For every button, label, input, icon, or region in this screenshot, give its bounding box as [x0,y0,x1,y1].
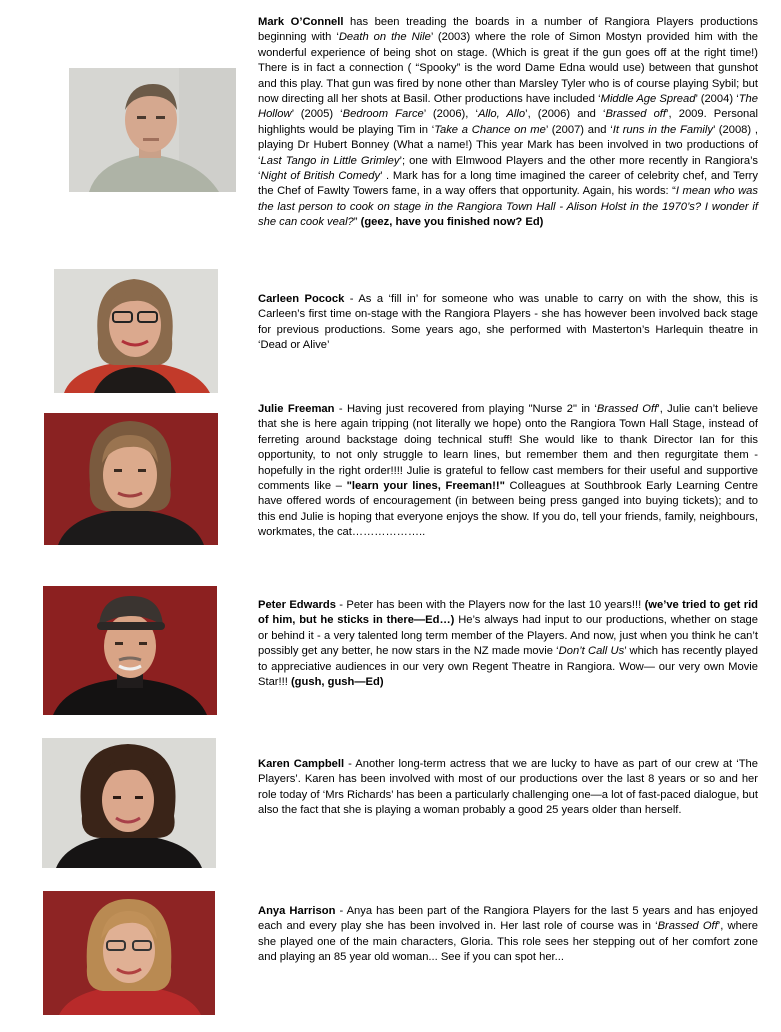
bio-text-segment: It runs in the Family [612,123,713,136]
bio-text-segment: The Hollow [258,93,758,121]
bio-text-segment: ’ (2006), ‘ [423,108,478,121]
bio-text-segment: ’, 2009. Personal highlights would be playing Tim in ‘ [258,108,758,136]
bio-text-segment: - Having just recovered from playing "Nurse 2" in ‘ [334,403,597,415]
bio-text-segment: - As a ‘fill in’ for someone who was unable to carry on with the show, this is Carleen’s first time on-stage with the Rangiora Players - she has however been involved back stage for previous productions. Some years ago, she performed with Masterton’s Harlequin theatre in ‘Dead or Alive’ [258,293,758,352]
person-name: Mark O’Connell [258,16,344,28]
bio-text-segment: Last Tango in Little Grimley [260,154,400,167]
photo-karen [42,738,216,868]
bio-text-segment: - Another long-term actress that we are lucky to have as part of our crew at ‘The Players’. Karen has been involved with most of our productions over the last 8 years or so and her role today of ‘Mrs Richards’ has been a particularly challenging one—a lot of fast-paced dialogue, but also the fact that she is playing a woman probably a good 25 years older than herself. [258,758,758,817]
bio-text-segment: Night of British Comedy [260,170,381,183]
bio-text-segment: Take a Chance on me [434,123,546,136]
portrait-photo-icon [43,586,217,715]
bio-text-segment: Brassed Off [657,920,718,933]
bio-karen [258,757,758,819]
person-name: Peter Edwards [258,599,336,611]
photo-mark [69,68,236,192]
bio-text-segment: - Peter has been with the Players now for the last 10 years!!! [335,599,645,611]
portrait-photo-icon [42,738,216,868]
portrait-photo-icon [44,413,218,545]
bio-text-segment: Allo, Allo [477,108,526,121]
bio-text-segment: Brassed Off [596,403,658,415]
bio-text-segment: Brassed off [605,108,667,121]
bio-text-segment: Colleagues at Southbrook Early Learning Centre have offered words of encouragement (in between being press ganged into buying tickets); and to this end Julie is hoping that everyone enjoys the show. If you do, tell your friends, family, neighbours, workmates, the cat……………….. [258,480,759,539]
bio-text-segment: ’ (2003) where the role of Simon Mostyn provided him with the wonderful experience of being shot on stage. (Which is great if the gun goes off at the right time!) There is in fact a connection ( “Spooky” is the word Dame Edna would use) between that gunshot and this play. That gun was fired by none other than Marsley Tyler who is of course playing Sybil; but now directing all her shots at Basil. Other productions have included ‘ [258,31,759,106]
bio-text-segment: Bedroom Farce [342,108,424,121]
person-name: Anya Harrison [258,905,336,917]
person-name: Julie Freeman [258,403,335,415]
bio-mark [258,15,758,231]
bio-text-segment: ’ which has recently played to appreciative audiences in our very own Regent Theatre in Rangiora. Wow— our very own Movie Star!!! [258,645,758,689]
bio-text-segment: ’ (2008) , playing Dr Hubert Bonney (What a name!) This year Mark has been involved in two productions of ‘ [258,123,758,167]
portrait-photo-icon [54,269,218,393]
photo-julie [44,413,218,545]
bio-carleen [258,292,758,354]
bio-text-segment: ” [353,216,361,229]
bio-text-segment: Death on the Nile [338,31,431,44]
bio-text-segment: - Anya has been part of the Rangiora Players for the last 5 years and has enjoyed each and every play she has been involved in. Her last role of course was in ‘ [258,905,758,933]
bio-text-segment: ’ (2007) and ‘ [545,123,613,136]
person-name: Karen Campbell [258,758,345,770]
bio-text-segment: "learn your lines, Freeman!!" [346,480,505,493]
bio-text-segment: ’ . Mark has for a long time imagined the career of celebrity chef, and Terry the Chef of Fawlty Towers fame, in a way offers that opportunity. Again, his words: “ [258,170,758,198]
bio-text-segment: ’, Julie can’t believe that she is here again tripping (not literally we hope) onto the Rangiora Town Hall Stage, instead of ferreting around backstage doing technical stuff! She would like to thank Director Ian for this opportunity, to not only struggle to learn lines, but remember them and then regurgitate them - hopefully in the right order!!!! Julie is grateful to fellow cast members for their useful and supportive comments like – [258,403,758,493]
bio-text-segment: ’ (2005) ‘ [291,108,343,121]
bio-text-segment: ’, (2006) and ‘ [525,108,606,121]
photo-peter [43,586,217,715]
bio-text-segment: ’, where she played one of the main characters, Gloria. This role sees her stepping out of her comfort zone and playing an 85 year old woman... See if you can spot her... [258,920,758,964]
bio-peter [258,598,758,690]
bio-anya [258,904,758,966]
portrait-photo-icon [43,891,215,1015]
bio-text-segment: (we’ve tried to get rid of him, but he sticks in there—Ed…) [258,599,759,627]
bio-text-segment: I mean who was the last person to cook on stage in the Rangiora Town Hall - Alison Holst in the 1970’s? I wonder if she can cook veal? [258,185,758,229]
bio-julie [258,402,758,541]
photo-anya [43,891,215,1015]
bio-text-segment: Middle Age Spread [600,93,696,106]
portrait-photo-icon [69,68,236,192]
person-name: Carleen Pocock [258,293,345,305]
bio-text-segment: (gush, gush—Ed) [290,676,384,689]
bio-text-segment: ’ (2004) ‘ [695,93,739,106]
bio-text-segment: (geez, have you finished now? Ed) [360,216,544,229]
bio-text-segment: has been treading the boards in a number of Rangiora Players productions beginning with ‘ [258,16,758,44]
bio-text-segment: He’s always had input to our productions, whether on stage or behind it - a very talented long term member of the Players. And now, just when you think he can’t possibly get any better, he now stars in the NZ made movie ‘ [258,614,758,658]
photo-carleen [54,269,218,393]
bio-text-segment: Don’t Call Us [558,645,625,658]
bio-text-segment: ’; one with Elmwood Players and the other more recently in Rangiora’s ‘ [258,154,758,183]
